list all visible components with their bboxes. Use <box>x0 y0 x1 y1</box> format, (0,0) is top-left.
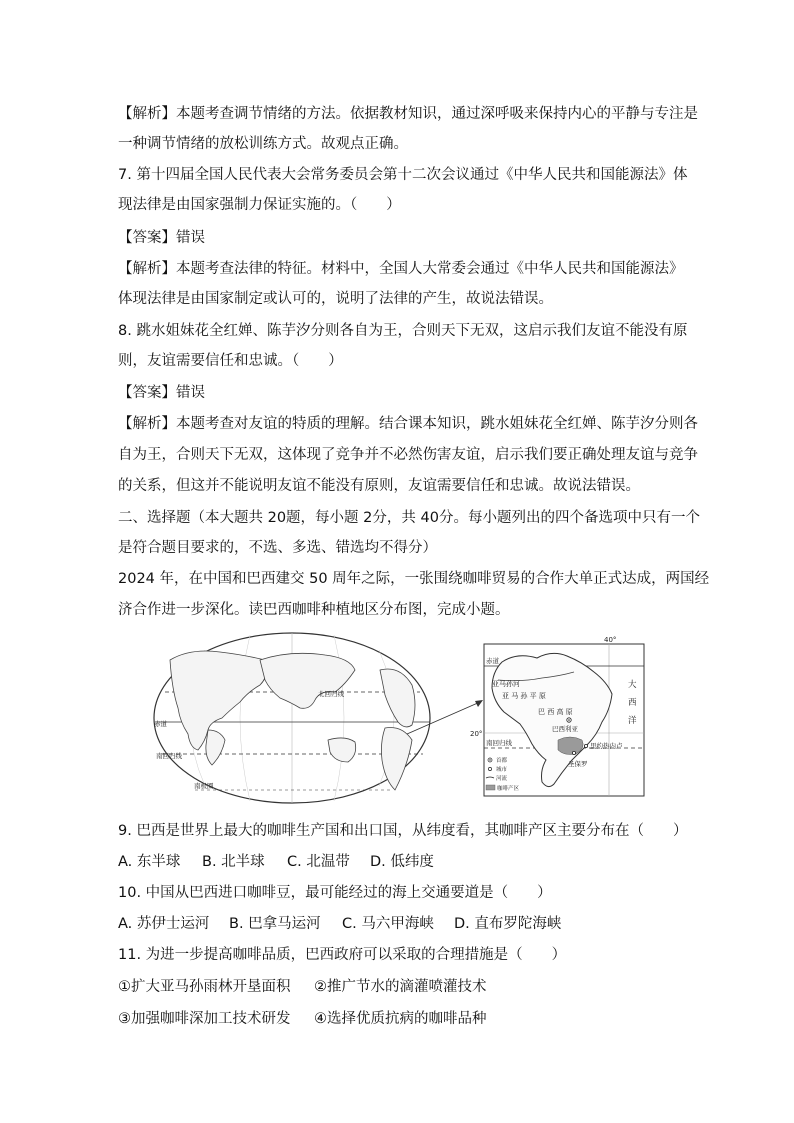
q9-option-a[interactable]: A. 东半球 <box>118 854 181 870</box>
q9-option-d[interactable]: D. 低纬度 <box>370 854 434 870</box>
analysis-line: 自为王，合则天下无双，这体现了竞争并不必然伤害友谊，启示我们要正确处理友谊与竞争 <box>118 447 698 463</box>
analysis-line: 的关系，但这并不能说明友谊不能没有原则，友谊需要信任和忠诚。故说法错误。 <box>118 478 640 494</box>
sao-paulo-label: 圣保罗 <box>568 760 588 768</box>
question-7-stem: 7. 第十四届全国人民代表大会常务委员会第十二次会议通过《中华人民共和国能源法》体 <box>118 167 688 183</box>
brasilia-label: 巴西利亚 <box>552 725 578 733</box>
city-marker <box>584 744 587 747</box>
q11-item-4: ④选择优质抗病的咖啡品种 <box>314 1011 487 1027</box>
amazon-river-label: 亚马孙河 <box>492 680 520 688</box>
question-8-stem: 则，友谊需要信任和忠诚。（ ） <box>118 353 343 369</box>
legend-capital: 首都 <box>496 758 508 764</box>
q11-item-2: ②推广节水的滴灌喷灌技术 <box>314 979 487 995</box>
section-heading: 是符合题目要求的，不选、多选、错选均不得分） <box>118 540 437 556</box>
material-text: 2024 年，在中国和巴西建交 50 周年之际，一张围绕咖啡贸易的合作大单正式达成，两国经 <box>118 571 710 587</box>
antarctic-circle-label: 南极圈 <box>194 782 214 790</box>
brazil-tropic-label: 南回归线 <box>486 739 512 747</box>
question-7-stem: 现法律是由国家强制力保证实施的。（ ） <box>118 197 401 213</box>
q10-option-a[interactable]: A. 苏伊士运河 <box>118 916 210 932</box>
q9-option-b[interactable]: B. 北半球 <box>202 854 265 870</box>
ocean-label-2: 西 <box>628 698 637 708</box>
analysis-line: 【解析】本题考查法律的特征。材料中，全国人大常委会通过《中华人民共和国能源法》 <box>118 261 684 277</box>
lat-20-label: 20° <box>470 730 483 738</box>
q10-option-b[interactable]: B. 巴拿马运河 <box>229 916 321 932</box>
rio-label: 里约热内卢 <box>590 742 623 750</box>
material-text: 济合作进一步深化。读巴西咖啡种植地区分布图，完成小题。 <box>118 602 510 618</box>
legend-city: 城市 <box>496 767 508 773</box>
q11-item-1: ①扩大亚马孙雨林开垦面积 <box>118 979 291 995</box>
coffee-region <box>558 737 583 755</box>
section-heading: 二、选择题（本大题共 20题，每小题 2分，共 40分。每小题列出的四个备选项中只有一个 <box>118 510 700 526</box>
question-9-stem: 9. 巴西是世界上最大的咖啡生产国和出口国，从纬度看，其咖啡产区主要分布在（ ） <box>118 823 688 839</box>
analysis-line: 【解析】本题考查对友谊的特质的理解。结合课本知识，跳水姐妹花全红婵、陈芋汐分则各 <box>118 416 698 432</box>
brazil-map <box>462 632 652 800</box>
tropic-cancer-label: 北回归线 <box>318 690 344 698</box>
amazon-plain-label: 亚 马 孙 平 原 <box>502 692 546 700</box>
equator-label: 赤道 <box>154 720 167 728</box>
analysis-line: 【解析】本题考查调节情绪的方法。依据教材知识，通过深呼吸来保持内心的平静与专注是 <box>118 106 698 122</box>
q10-option-c[interactable]: C. 马六甲海峡 <box>342 916 434 932</box>
q10-option-d[interactable]: D. 直布罗陀海峡 <box>454 916 562 932</box>
ocean-label-1: 大 <box>628 680 637 690</box>
question-8-stem: 8. 跳水姐妹花全红婵、陈芋汐分则各自为王，合则天下无双，这启示我们友谊不能没有原 <box>118 323 688 339</box>
legend-river: 河流 <box>496 776 508 782</box>
tropic-capricorn-label: 南回归线 <box>156 752 182 760</box>
legend-coffee: 咖啡产区 <box>497 786 520 792</box>
ocean-label-3: 洋 <box>628 716 637 726</box>
question-10-stem: 10. 中国从巴西进口咖啡豆，最可能经过的海上交通要道是（ ） <box>118 885 552 901</box>
city-marker <box>572 751 575 754</box>
world-map <box>150 630 435 806</box>
brazil-equator-label: 赤道 <box>486 657 499 665</box>
q11-item-3: ③加强咖啡深加工技术研发 <box>118 1011 291 1027</box>
question-11-stem: 11. 为进一步提高咖啡品质，巴西政府可以采取的合理措施是（ ） <box>118 947 567 963</box>
answer-label: 【答案】错误 <box>118 385 205 401</box>
brazil-plateau-label: 巴 西 高 原 <box>538 708 573 716</box>
analysis-line: 一种调节情绪的放松训练方式。故观点正确。 <box>118 136 408 152</box>
lat-40-label: 40° <box>604 636 617 644</box>
answer-label: 【答案】错误 <box>118 230 205 246</box>
analysis-line: 体现法律是由国家制定或认可的，说明了法律的产生，故说法错误。 <box>118 291 553 307</box>
q9-option-c[interactable]: C. 北温带 <box>287 854 350 870</box>
